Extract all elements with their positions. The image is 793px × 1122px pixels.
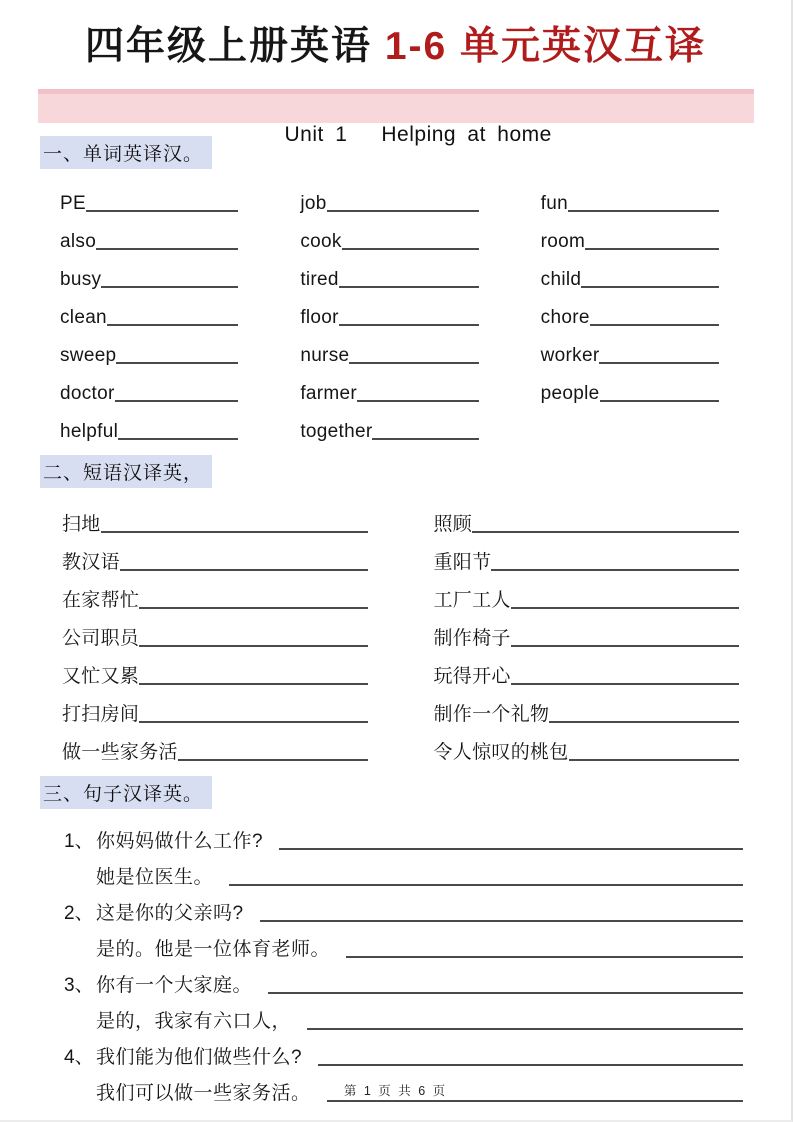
word-label: child bbox=[540, 268, 582, 290]
answer-blank bbox=[307, 1028, 743, 1030]
word-label: farmer bbox=[300, 382, 358, 404]
sentence-line bbox=[64, 817, 743, 853]
word-label: sweep bbox=[60, 344, 117, 366]
sentences-list bbox=[64, 817, 743, 1105]
phrase-label: 照顾 bbox=[433, 513, 473, 535]
sentence-text: 是的，我家有六口人， bbox=[96, 1010, 292, 1032]
answer-blank bbox=[372, 438, 478, 440]
answer-blank bbox=[339, 324, 479, 326]
word-item bbox=[541, 290, 719, 328]
sentence-text: 我们能为他们做些什么? bbox=[96, 1046, 303, 1068]
answer-blank bbox=[139, 645, 367, 647]
word-item bbox=[60, 328, 238, 366]
phrase-label: 玩得开心 bbox=[433, 665, 511, 687]
answer-blank bbox=[318, 1064, 743, 1066]
answer-blank bbox=[342, 248, 479, 250]
word-item bbox=[60, 366, 238, 404]
page-title bbox=[10, 25, 781, 70]
unit-banner-label: Unit 1 Helping at home bbox=[284, 122, 552, 146]
answer-blank bbox=[511, 607, 739, 609]
phrase-label: 制作一个礼物 bbox=[433, 703, 550, 725]
word-label: together bbox=[300, 420, 373, 442]
answer-blank bbox=[472, 531, 739, 533]
answer-blank bbox=[139, 683, 367, 685]
answer-blank bbox=[600, 400, 719, 402]
word-label: people bbox=[540, 382, 600, 404]
sentence-number: 4、 bbox=[64, 1046, 94, 1068]
phrase-label: 做一些家务活 bbox=[62, 741, 178, 763]
sentence-line bbox=[64, 853, 743, 889]
word-item bbox=[60, 252, 238, 290]
answer-blank bbox=[107, 324, 238, 326]
answer-blank bbox=[139, 607, 367, 609]
phrase-item bbox=[62, 611, 368, 649]
sentence-line bbox=[64, 889, 743, 925]
sentence-text: 你妈妈做什么工作? bbox=[96, 830, 264, 852]
sentence-text: 这是你的父亲吗? bbox=[96, 902, 244, 924]
answer-blank bbox=[115, 400, 239, 402]
phrase-item bbox=[62, 497, 368, 535]
word-label: PE bbox=[60, 192, 86, 214]
word-item bbox=[60, 214, 238, 252]
title-text-black: 四年级上册英语 bbox=[84, 25, 385, 68]
phrase-item bbox=[62, 687, 368, 725]
word-item bbox=[541, 176, 719, 214]
answer-blank bbox=[349, 362, 478, 364]
answer-blank bbox=[357, 400, 479, 402]
sentence-line bbox=[64, 925, 743, 961]
sentence-text: 她是位医生。 bbox=[96, 866, 214, 888]
unit-banner bbox=[38, 89, 754, 146]
page-number: 第 1 页 共 6 页 bbox=[343, 1084, 448, 1098]
word-label: busy bbox=[60, 268, 102, 290]
answer-blank bbox=[118, 438, 238, 440]
answer-blank bbox=[268, 992, 743, 994]
answer-blank bbox=[101, 286, 238, 288]
word-item bbox=[300, 252, 478, 290]
sentence-line bbox=[64, 1033, 743, 1069]
phrase-label: 打扫房间 bbox=[62, 703, 140, 725]
sentence-text: 是的。他是一位体育老师。 bbox=[96, 938, 331, 960]
phrase-item bbox=[434, 611, 740, 649]
phrase-item bbox=[434, 497, 740, 535]
phrase-label: 重阳节 bbox=[433, 551, 492, 573]
phrase-label: 工厂工人 bbox=[433, 589, 511, 611]
word-item bbox=[541, 252, 719, 290]
word-item bbox=[60, 404, 238, 442]
phrase-item bbox=[62, 573, 368, 611]
answer-blank bbox=[86, 210, 238, 212]
words-grid bbox=[60, 176, 719, 442]
word-item bbox=[300, 366, 478, 404]
phrase-item bbox=[434, 649, 740, 687]
word-label: also bbox=[60, 230, 97, 252]
answer-blank bbox=[120, 569, 368, 571]
answer-blank bbox=[346, 956, 743, 958]
answer-blank bbox=[229, 884, 743, 886]
answer-blank bbox=[116, 362, 238, 364]
word-label: clean bbox=[60, 306, 107, 328]
word-label: nurse bbox=[300, 344, 350, 366]
answer-blank bbox=[279, 848, 743, 850]
answer-blank bbox=[178, 759, 368, 761]
sentence-number: 3、 bbox=[64, 974, 94, 996]
answer-blank bbox=[96, 248, 238, 250]
word-item bbox=[60, 176, 238, 214]
answer-blank bbox=[327, 210, 479, 212]
phrase-label: 又忙又累 bbox=[62, 665, 140, 687]
answer-blank bbox=[581, 286, 719, 288]
sentence-text: 你有一个大家庭。 bbox=[96, 974, 253, 996]
phrase-item bbox=[62, 535, 368, 573]
title-text-red: 1-6 单元英汉互译 bbox=[384, 25, 707, 68]
answer-blank bbox=[260, 920, 743, 922]
word-item bbox=[60, 290, 238, 328]
answer-blank bbox=[511, 683, 739, 685]
phrase-item bbox=[62, 649, 368, 687]
word-label: doctor bbox=[60, 382, 115, 404]
section-2 bbox=[40, 455, 791, 488]
section-3 bbox=[40, 776, 791, 809]
word-item bbox=[300, 214, 478, 252]
word-item bbox=[300, 176, 478, 214]
word-label: cook bbox=[300, 230, 342, 252]
word-label: job bbox=[300, 192, 327, 214]
sentence-line bbox=[64, 961, 743, 997]
phrase-item bbox=[434, 687, 740, 725]
answer-blank bbox=[101, 531, 368, 533]
word-item bbox=[300, 404, 478, 442]
answer-blank bbox=[327, 1100, 743, 1102]
answer-blank bbox=[585, 248, 719, 250]
phrase-item bbox=[434, 725, 740, 763]
answer-blank bbox=[139, 721, 367, 723]
phrase-item bbox=[434, 573, 740, 611]
word-label: helpful bbox=[60, 420, 119, 442]
phrase-item bbox=[434, 535, 740, 573]
phrase-label: 制作椅子 bbox=[433, 627, 511, 649]
word-label: worker bbox=[540, 344, 600, 366]
word-item bbox=[300, 290, 478, 328]
word-label: tired bbox=[300, 268, 339, 290]
phrase-item bbox=[62, 725, 368, 763]
word-label: room bbox=[540, 230, 586, 252]
answer-blank bbox=[569, 759, 739, 761]
word-label: floor bbox=[300, 306, 339, 328]
answer-blank bbox=[511, 645, 739, 647]
phrases-grid bbox=[62, 497, 739, 763]
sentence-line bbox=[64, 997, 743, 1033]
section-2-heading: 二、短语汉译英， bbox=[40, 455, 212, 488]
sentence-text: 我们可以做一些家务活。 bbox=[96, 1082, 311, 1104]
answer-blank bbox=[549, 721, 739, 723]
sentence-number: 1、 bbox=[64, 830, 94, 852]
phrase-label: 在家帮忙 bbox=[62, 589, 140, 611]
word-label: chore bbox=[540, 306, 590, 328]
section-1-heading: 一、单词英译汉。 bbox=[40, 136, 212, 169]
word-item bbox=[541, 214, 719, 252]
sentence-number: 2、 bbox=[64, 902, 94, 924]
answer-blank bbox=[568, 210, 719, 212]
word-item bbox=[541, 328, 719, 366]
word-item bbox=[300, 328, 478, 366]
answer-blank bbox=[491, 569, 739, 571]
phrase-label: 公司职员 bbox=[62, 627, 140, 649]
word-item bbox=[541, 366, 719, 404]
phrase-label: 教汉语 bbox=[62, 551, 120, 573]
phrase-label: 令人惊叹的桃包 bbox=[433, 741, 569, 763]
word-label: fun bbox=[540, 192, 568, 214]
section-3-heading: 三、句子汉译英。 bbox=[40, 776, 212, 809]
answer-blank bbox=[599, 362, 719, 364]
answer-blank bbox=[590, 324, 719, 326]
phrase-label: 扫地 bbox=[62, 513, 101, 535]
answer-blank bbox=[339, 286, 479, 288]
